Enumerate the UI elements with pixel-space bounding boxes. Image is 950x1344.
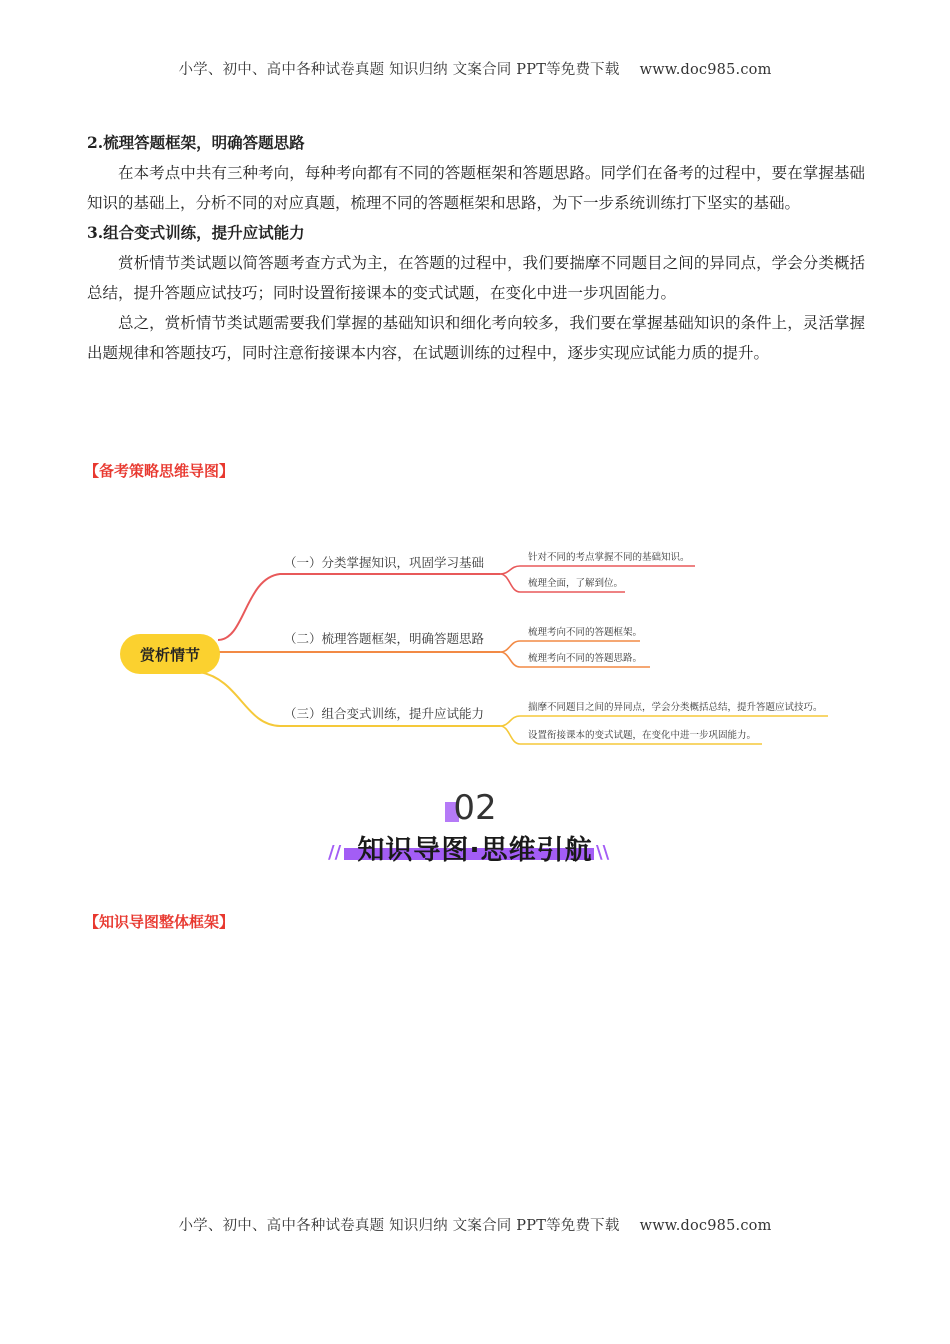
leaf-connector-2-1 (500, 641, 640, 652)
header-text: 小学、初中、高中各种试卷真题 知识归纳 文案合同 PPT等免费下载 (178, 62, 620, 78)
banner-slash-left-icon: // (328, 842, 342, 863)
leaf-label-2-2: 梳理考向不同的答题思路。 (528, 653, 643, 664)
summary-paragraph: 总之，赏析情节类试题需要我们掌握的基础知识和细化考向较多，我们要在掌握基础知识的条件上，灵活掌握出题规律和答题技巧，同时注意衔接课本内容，在试题训练的过程中，逐步实现应试能力质的提升。 (87, 314, 865, 362)
header-url[interactable]: www.doc985.com (639, 62, 772, 78)
banner-number: 02 (453, 788, 497, 828)
banner-slash-right-icon: \\ (596, 842, 610, 863)
footer-text: 小学、初中、高中各种试卷真题 知识归纳 文案合同 PPT等免费下载 (178, 1218, 620, 1234)
leaf-connector-3-1 (500, 716, 828, 726)
section-2-heading: 2.梳理答题框架，明确答题思路 (87, 133, 305, 152)
branch-label-3: （三）组合变式训练，提升应试能力 (284, 706, 485, 721)
leaf-label-1-2: 梳理全面，了解到位。 (528, 578, 624, 589)
banner-title: 知识导图·思维引航 (357, 835, 593, 866)
root-label: 赏析情节 (139, 646, 201, 664)
leaf-connector-1-1 (500, 566, 695, 574)
section-2-paragraph: 在本考点中共有三种考向，每种考向都有不同的答题框架和答题思路。同学们在备考的过程中，要在掌握基础知识的基础上，分析不同的对应真题，梳理不同的答题框架和思路，为下一步系统训练打下坚实的基础。 (87, 164, 865, 212)
section-3-paragraph: 赏析情节类试题以简答题考查方式为主，在答题的过程中，我们要揣摩不同题目之间的异同点，学会分类概括总结，提升答题应试技巧；同时设置衔接课本的变式试题，在变化中进一步巩固能力。 (87, 254, 865, 302)
framework-section-label: 【知识导图整体框架】 (84, 913, 235, 931)
branch-label-2: （二）梳理答题框架，明确答题思路 (284, 631, 485, 646)
leaf-label-2-1: 梳理考向不同的答题框架。 (528, 627, 643, 638)
branch-label-1: （一）分类掌握知识，巩固学习基础 (284, 555, 485, 570)
footer-url[interactable]: www.doc985.com (639, 1218, 772, 1234)
leaf-label-3-2: 设置衔接课本的变式试题，在变化中进一步巩固能力。 (528, 730, 757, 741)
page-footer (0, 1214, 950, 1235)
leaf-label-3-1: 揣摩不同题目之间的异同点，学会分类概括总结，提升答题应试技巧。 (528, 702, 823, 713)
leaf-label-1-1: 针对不同的考点掌握不同的基础知识。 (528, 552, 690, 563)
mindmap-section-label: 【备考策略思维导图】 (84, 462, 235, 480)
section-3-heading: 3.组合变式训练，提升应试能力 (87, 223, 305, 242)
